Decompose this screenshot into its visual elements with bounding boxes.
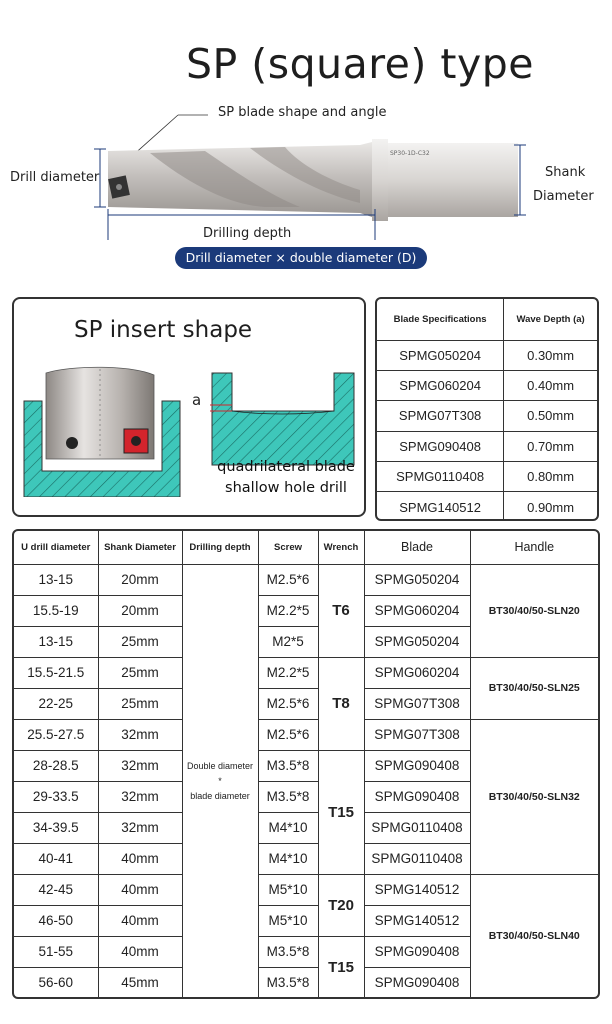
cell-screw: M2.2*5 — [258, 595, 318, 626]
table-row — [14, 874, 598, 905]
cell-shank: 40mm — [98, 874, 182, 905]
cell-handle: BT30/40/50-SLN25 — [470, 657, 598, 719]
cell-diameter: 22-25 — [14, 688, 98, 719]
cell-handle: BT30/40/50-SLN40 — [470, 874, 598, 998]
cell-diameter: 40-41 — [14, 843, 98, 874]
cell-diameter: 34-39.5 — [14, 812, 98, 843]
spec-header-blade: Blade Specifications — [377, 299, 504, 340]
cell-blade: SPMG07T308 — [364, 719, 470, 750]
cell-shank: 25mm — [98, 688, 182, 719]
cell-screw: M5*10 — [258, 874, 318, 905]
cell-blade: SPMG090408 — [364, 967, 470, 998]
shank-marking: SP30-1D-C32 — [390, 150, 430, 157]
wave-depth-a-label: a — [192, 391, 202, 409]
cell-drilling-depth — [182, 564, 258, 998]
cell-blade: SPMG07T308 — [364, 688, 470, 719]
depth-text-3: blade diameter — [190, 790, 250, 801]
insert-caption — [206, 457, 366, 499]
header-handle: Handle — [470, 531, 598, 564]
spec-blade: SPMG0110408 — [377, 462, 504, 492]
table-row — [377, 492, 597, 521]
spec-depth: 0.70mm — [504, 431, 597, 461]
table-row — [377, 462, 597, 492]
cell-diameter: 15.5-21.5 — [14, 657, 98, 688]
drilling-depth-label: Drilling depth — [203, 226, 292, 241]
header-drilling-depth: Drilling depth — [182, 531, 258, 564]
cell-blade: SPMG090408 — [364, 750, 470, 781]
cell-shank: 40mm — [98, 905, 182, 936]
cell-shank: 32mm — [98, 719, 182, 750]
header-shank-diameter: Shank Diameter — [98, 531, 182, 564]
insert-title: SP insert shape — [74, 317, 253, 343]
insert-shape-panel — [12, 297, 366, 517]
cell-diameter: 28-28.5 — [14, 750, 98, 781]
spec-depth: 0.80mm — [504, 462, 597, 492]
spec-blade: SPMG090408 — [377, 431, 504, 461]
cell-screw: M3.5*8 — [258, 936, 318, 967]
cell-screw: M5*10 — [258, 905, 318, 936]
table-row — [377, 340, 597, 370]
cell-blade: SPMG060204 — [364, 657, 470, 688]
spec-depth: 0.90mm — [504, 492, 597, 521]
spec-header-depth: Wave Depth (a) — [504, 299, 597, 340]
cell-screw: M2.2*5 — [258, 657, 318, 688]
cell-shank: 40mm — [98, 843, 182, 874]
cell-screw: M3.5*8 — [258, 967, 318, 998]
cell-screw: M3.5*8 — [258, 781, 318, 812]
spec-blade: SPMG07T308 — [377, 401, 504, 431]
header-blade: Blade — [364, 531, 470, 564]
cell-shank: 25mm — [98, 626, 182, 657]
cell-blade: SPMG090408 — [364, 781, 470, 812]
cell-shank: 25mm — [98, 657, 182, 688]
table-row — [14, 657, 598, 688]
cell-wrench: T8 — [318, 657, 364, 750]
cell-shank: 20mm — [98, 564, 182, 595]
table-row — [14, 719, 598, 750]
cell-screw: M4*10 — [258, 843, 318, 874]
cell-shank: 32mm — [98, 812, 182, 843]
table-row — [377, 401, 597, 431]
depth-text-2: * — [218, 775, 222, 786]
spec-depth: 0.50mm — [504, 401, 597, 431]
cell-diameter: 25.5-27.5 — [14, 719, 98, 750]
cell-blade: SPMG140512 — [364, 874, 470, 905]
blade-spec-table — [375, 297, 599, 521]
cell-screw: M4*10 — [258, 812, 318, 843]
drill-diameter-label: Drill diameter — [10, 170, 100, 185]
header-screw: Screw — [258, 531, 318, 564]
cell-diameter: 13-15 — [14, 626, 98, 657]
cell-shank: 20mm — [98, 595, 182, 626]
cell-diameter: 42-45 — [14, 874, 98, 905]
cell-screw: M2*5 — [258, 626, 318, 657]
header-u-drill-diameter: U drill diameter — [14, 531, 98, 564]
cell-diameter: 51-55 — [14, 936, 98, 967]
table-row — [14, 564, 598, 595]
cell-wrench: T6 — [318, 564, 364, 657]
shank-diameter-label: Diameter — [533, 189, 594, 204]
shank-label: Shank — [545, 165, 586, 180]
cell-blade: SPMG060204 — [364, 595, 470, 626]
cell-shank: 40mm — [98, 936, 182, 967]
spec-depth: 0.30mm — [504, 340, 597, 370]
cell-diameter: 15.5-19 — [14, 595, 98, 626]
cell-wrench: T15 — [318, 936, 364, 998]
cell-diameter: 29-33.5 — [14, 781, 98, 812]
cell-shank: 45mm — [98, 967, 182, 998]
spec-blade: SPMG050204 — [377, 340, 504, 370]
insert-caption-line-2: shallow hole drill — [225, 480, 347, 496]
cell-blade: SPMG050204 — [364, 564, 470, 595]
cell-diameter: 13-15 — [14, 564, 98, 595]
cell-wrench: T15 — [318, 750, 364, 874]
page-title: SP (square) type — [185, 40, 535, 88]
depth-text-1: Double diameter — [186, 760, 254, 771]
cell-screw: M3.5*8 — [258, 750, 318, 781]
header-wrench: Wrench — [318, 531, 364, 564]
blade-shape-label: SP blade shape and angle — [218, 105, 387, 120]
cell-blade: SPMG090408 — [364, 936, 470, 967]
cell-screw: M2.5*6 — [258, 564, 318, 595]
spec-blade: SPMG060204 — [377, 370, 504, 400]
cell-diameter: 46-50 — [14, 905, 98, 936]
cell-wrench: T20 — [318, 874, 364, 936]
cell-blade: SPMG050204 — [364, 626, 470, 657]
cell-diameter: 56-60 — [14, 967, 98, 998]
diameter-banner: Drill diameter × double diameter (D) — [175, 247, 427, 269]
cell-blade: SPMG0110408 — [364, 812, 470, 843]
table-row — [377, 370, 597, 400]
cell-blade: SPMG140512 — [364, 905, 470, 936]
cell-screw: M2.5*6 — [258, 688, 318, 719]
spec-blade: SPMG140512 — [377, 492, 504, 521]
insert-caption-line-1: quadrilateral blade — [217, 459, 355, 475]
cell-shank: 32mm — [98, 750, 182, 781]
cell-shank: 32mm — [98, 781, 182, 812]
cell-screw: M2.5*6 — [258, 719, 318, 750]
spec-depth: 0.40mm — [504, 370, 597, 400]
u-drill-spec-table — [12, 529, 600, 999]
cell-blade: SPMG0110408 — [364, 843, 470, 874]
cell-handle: BT30/40/50-SLN20 — [470, 564, 598, 657]
cell-handle: BT30/40/50-SLN32 — [470, 719, 598, 874]
table-row — [377, 431, 597, 461]
